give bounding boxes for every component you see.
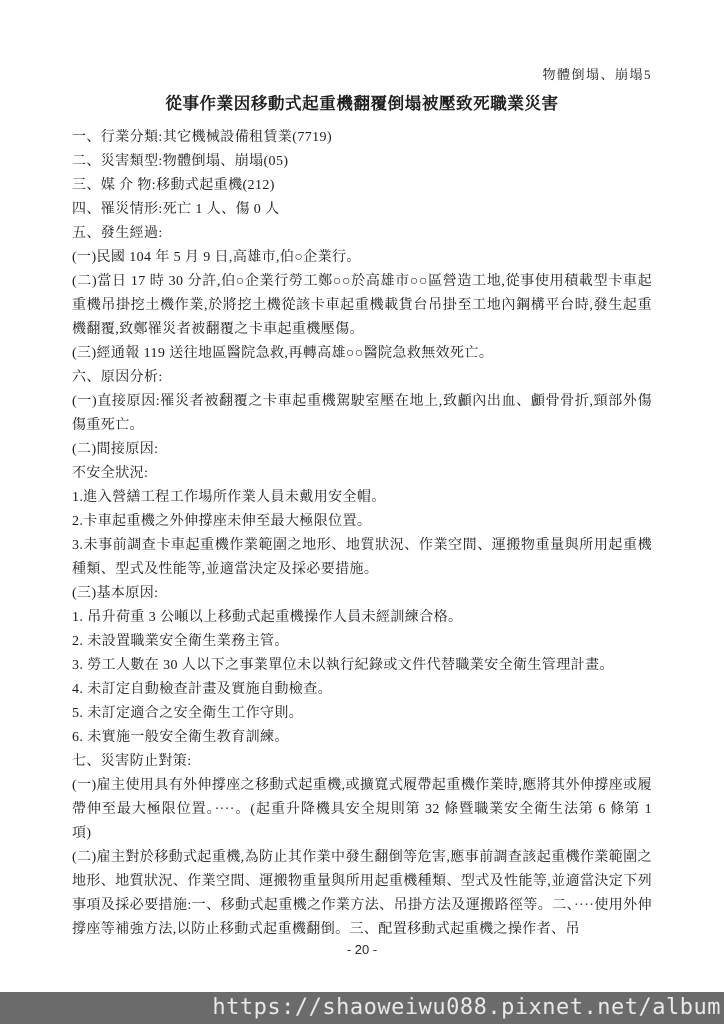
document-paragraph: 2. 未設置職業安全衛生業務主管。	[72, 634, 289, 649]
document-paragraph: 2.卡車起重機之外伸撐座未伸至最大極限位置。	[72, 514, 372, 529]
document-paragraph: 二、災害類型:物體倒塌、崩塌(05)	[72, 154, 289, 169]
document-paragraph: 四、罹災情形:死亡 1 人、傷 0 人	[72, 202, 280, 217]
document-paragraph: 不安全狀況:	[72, 466, 149, 481]
document-paragraph: (三)基本原因:	[72, 586, 159, 601]
document-paragraph: 五、發生經過:	[72, 226, 163, 241]
document-paragraph: 七、災害防止對策:	[72, 754, 192, 769]
page-title: 從事作業因移動式起重機翻覆倒塌被壓致死職業災害	[165, 94, 559, 113]
document-paragraph: 3. 勞工人數在 30 人以下之事業單位未以執行紀錄或文件代替職業安全衛生管理計畫。	[72, 658, 614, 673]
watermark-url-text: https://shaoweiwu088.pixnet.net/album	[212, 995, 721, 1020]
document-paragraph: (二)間接原因:	[72, 442, 159, 457]
document-paragraph: 5. 未訂定適合之安全衛生工作守則。	[72, 706, 304, 721]
document-paragraph: (一)雇主使用具有外伸撐座之移動式起重機,或擴寬式履帶起重機作業時,應將其外伸撐座或履帶伸至最大極限位置。····。(起重升降機具安全規則第 32 條暨職業安全衛生法第 6 條第 1 項)	[72, 778, 652, 841]
document-paragraph: (三)經通報 119 送往地區醫院急救,再轉高雄○○醫院急救無效死亡。	[72, 346, 494, 361]
paragraphs-container	[72, 126, 652, 942]
document-paragraph: 1.進入營繕工程工作場所作業人員未戴用安全帽。	[72, 490, 386, 505]
document-paragraph: (二)雇主對於移動式起重機,為防止其作業中發生翻倒等危害,應事前調查該起重機作業範圍之地形、地質狀況、作業空間、運搬物重量與所用起重機種類、型式及性能等,並適當決定下列事項及採必要措施:一、移動式起重機之作業方法、吊掛方法及運搬路徑等。二、····使用外伸撐座等補強方法,以防止移動式起重機翻倒。三、配置移動式起重機之操作者、吊	[72, 850, 652, 937]
document-paragraph: (一)直接原因:罹災者被翻覆之卡車起重機駕駛室壓在地上,致顱內出血、顱骨骨折,頸部外傷傷重死亡。	[72, 394, 652, 433]
document-paragraph: (一)民國 104 年 5 月 9 日,高雄市,伯○企業行。	[72, 250, 361, 265]
document-paragraph: 六、原因分析:	[72, 370, 163, 385]
document-paragraph: 1. 吊升荷重 3 公噸以上移動式起重機操作人員未經訓練合格。	[72, 610, 463, 625]
document-content	[72, 66, 652, 942]
document-paragraph: (二)當日 17 時 30 分許,伯○企業行勞工鄭○○於高雄市○○區營造工地,從事使用積載型卡車起重機吊掛挖土機作業,於將挖土機從該卡車起重機載貨台吊掛至工地內鋼構平台時,發生起重機翻覆,致鄭罹災者被翻覆之卡車起重機壓傷。	[72, 274, 652, 337]
page-number: - 20 -	[346, 942, 378, 957]
document-paragraph: 4. 未訂定自動檢查計畫及實施自動檢查。	[72, 682, 332, 697]
category-header-note: 物體倒塌、崩塌5	[542, 67, 652, 82]
document-paragraph: 一、行業分類:其它機械設備租賃業(7719)	[72, 130, 333, 145]
document-paragraph: 6. 未實施一般安全衛生教育訓練。	[72, 730, 289, 745]
document-paragraph: 三、媒 介 物:移動式起重機(212)	[72, 178, 275, 193]
watermark-bar	[0, 992, 724, 1024]
document-paragraph: 3.未事前調查卡車起重機作業範圍之地形、地質狀況、作業空間、運搬物重量與所用起重機種類、型式及性能等,並適當決定及採必要措施。	[72, 538, 652, 577]
